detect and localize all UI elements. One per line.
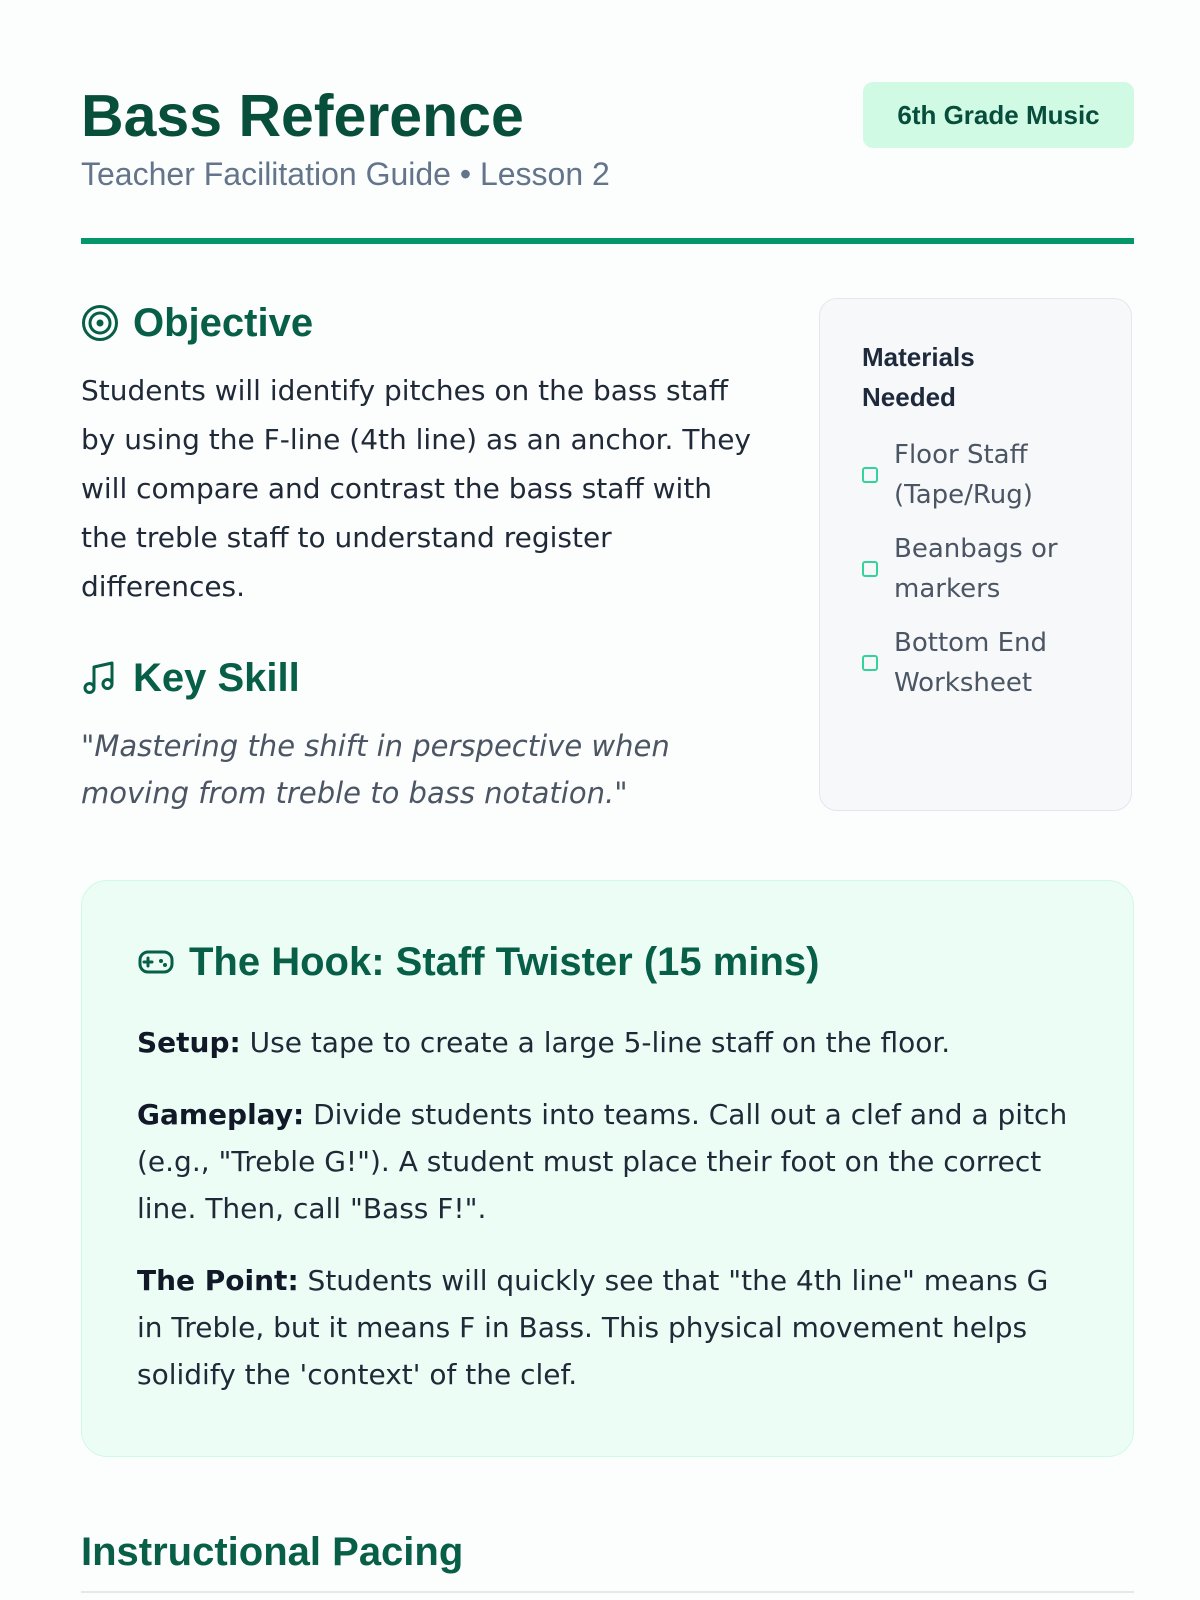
page-subtitle: Teacher Facilitation Guide • Lesson 2 (81, 156, 610, 192)
pacing-divider (81, 1591, 1134, 1593)
objective-text: Students will identify pitches on the bass staff by using the F-line (4th line) as an anchor. They will compare and contrast the bass staff with the treble staff to understand register differences. (81, 374, 752, 603)
key-skill-heading-label: Key Skill (133, 656, 300, 700)
hook-point (137, 1257, 1078, 1398)
materials-title: Materials Needed (862, 342, 975, 412)
checkbox[interactable] (862, 655, 878, 671)
hook-gameplay (137, 1091, 1078, 1232)
materials-item[interactable] (862, 529, 1109, 609)
hook-card (81, 880, 1134, 1457)
objective-section (81, 298, 761, 817)
hook-heading (137, 937, 1078, 987)
hook-gameplay-text: Divide students into teams. Call out a clef and a pitch (e.g., "Treble G!"). A student must place their foot on the correct line. Then, call "Bass F!". (137, 1098, 1068, 1225)
hook-point-label: The Point: (137, 1264, 299, 1297)
key-skill-quote: "Mastering the shift in perspective when moving from treble to bass notation." (81, 729, 670, 810)
materials-list (862, 435, 1109, 703)
gamepad-icon (137, 943, 175, 981)
materials-item[interactable] (862, 435, 1109, 515)
materials-item[interactable] (862, 623, 1109, 703)
header-divider (81, 238, 1134, 244)
hook-gameplay-label: Gameplay: (137, 1098, 305, 1131)
materials-item-label: Floor Staff (Tape/Rug) (894, 440, 1033, 510)
objective-heading (81, 298, 761, 348)
materials-item-label: Beanbags or markers (894, 534, 1058, 604)
materials-item-label: Bottom End Worksheet (894, 628, 1048, 698)
pacing-heading: Instructional Pacing (81, 1530, 464, 1574)
hook-setup (137, 1019, 1078, 1066)
hook-point-text: Students will quickly see that "the 4th line" means G in Treble, but it means F in Bass. This physical movement helps solidify the 'context' of the clef. (137, 1264, 1049, 1391)
objective-heading-label: Objective (133, 301, 314, 345)
checkbox[interactable] (862, 467, 878, 483)
checkbox[interactable] (862, 561, 878, 577)
grade-badge: 6th Grade Music (863, 82, 1134, 148)
hook-setup-text: Use tape to create a large 5-line staff on the floor. (240, 1026, 951, 1059)
hook-setup-label: Setup: (137, 1026, 241, 1059)
music-note-icon (81, 659, 119, 697)
page-header (81, 82, 1134, 242)
target-icon (81, 304, 119, 342)
materials-card (819, 298, 1132, 811)
lesson-page (81, 0, 1134, 1600)
hook-heading-label: The Hook: Staff Twister (15 mins) (189, 940, 820, 984)
page-title: Bass Reference (81, 83, 524, 149)
key-skill-heading (81, 653, 761, 703)
